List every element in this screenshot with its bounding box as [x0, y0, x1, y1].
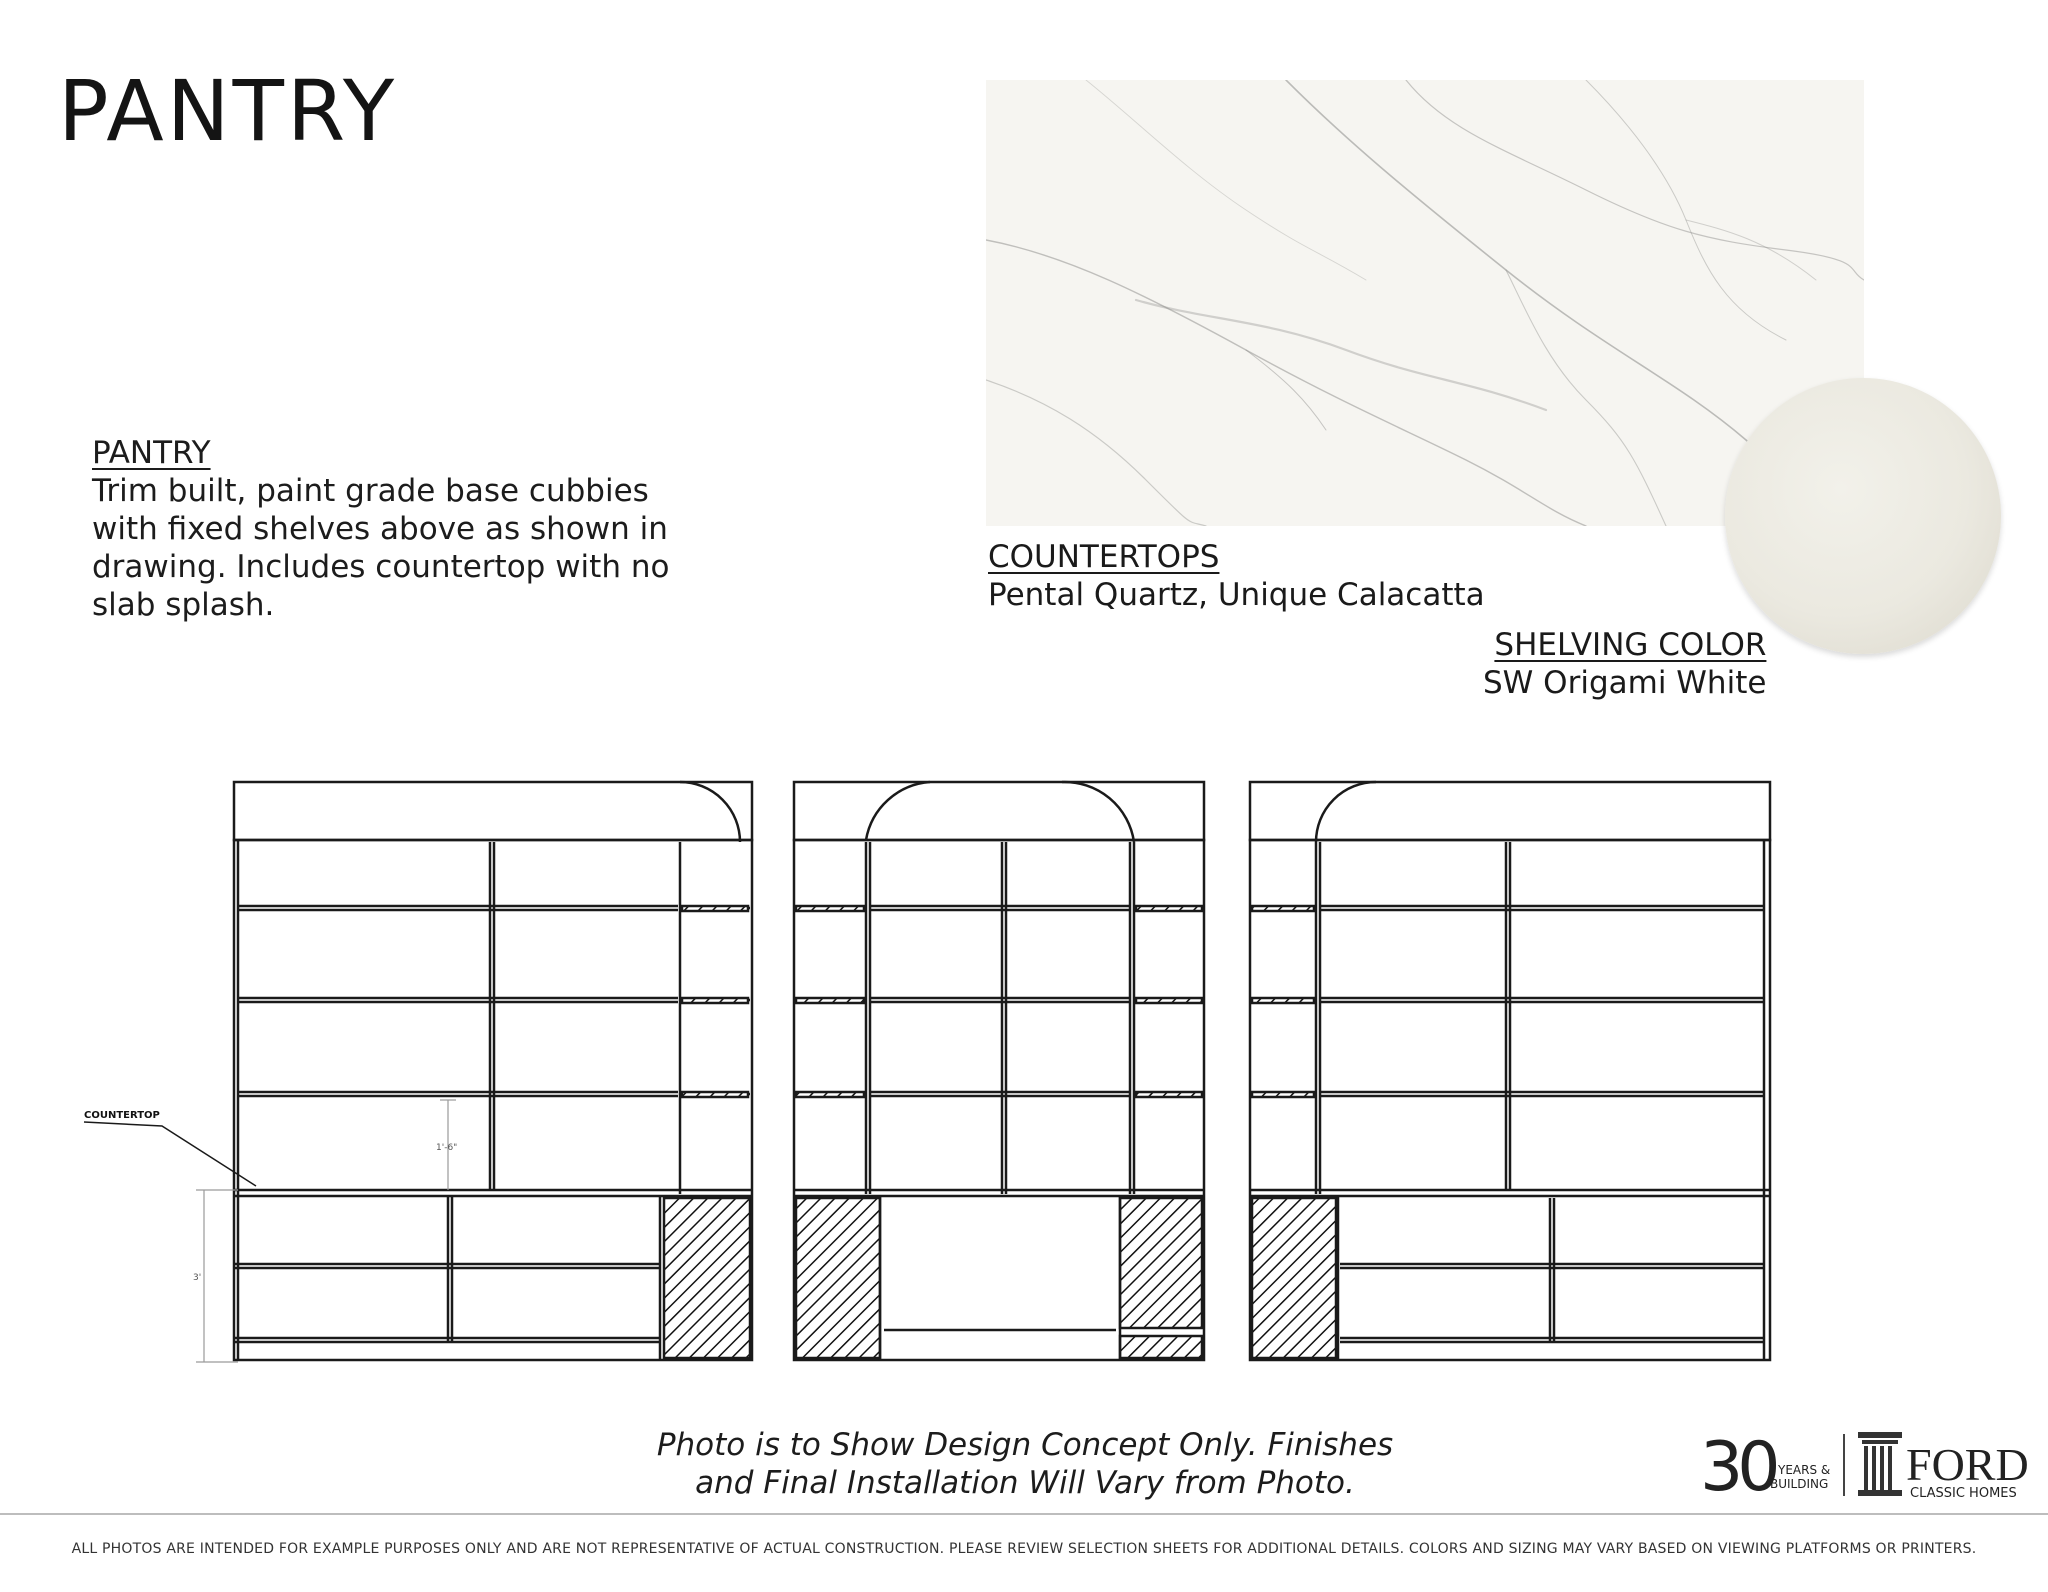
upper-dimension-label: 1'-6" — [436, 1143, 458, 1153]
years-text-2: BUILDING — [1770, 1477, 1829, 1491]
years-number: 30 — [1700, 1428, 1775, 1504]
disclaimer-line: and Final Installation Will Vary from Photo. — [695, 1465, 1355, 1501]
center-elevation — [794, 782, 1204, 1360]
column-icon — [1858, 1432, 1902, 1496]
brand-name: FORD — [1906, 1439, 2029, 1490]
right-elevation — [1250, 782, 1770, 1360]
countertops-value: Pental Quartz, Unique Calacatta — [988, 577, 1485, 613]
lower-dimension-label: 3' — [193, 1273, 202, 1283]
pantry-line: with fixed shelves above as shown in — [92, 511, 668, 547]
left-elevation — [234, 782, 752, 1360]
shelving-value: SW Origami White — [1483, 665, 1767, 701]
countertop-callout: COUNTERTOP — [84, 1110, 160, 1121]
pantry-line: drawing. Includes countertop with no — [92, 549, 670, 585]
company-logo — [1700, 1424, 2045, 1504]
paint-color-swatch — [1725, 378, 2001, 654]
pantry-line: Trim built, paint grade base cubbies — [92, 473, 649, 509]
countertops-spec — [988, 538, 1485, 614]
shelving-spec — [1483, 626, 1766, 702]
shelving-heading: SHELVING COLOR — [1494, 627, 1767, 663]
countertop-marble-photo — [986, 80, 1864, 526]
disclaimer-line: Photo is to Show Design Concept Only. Finishes — [656, 1427, 1394, 1463]
years-text-1: YEARS & — [1778, 1463, 1831, 1477]
footer-divider — [0, 1513, 2048, 1515]
page-title: PANTRY — [58, 62, 398, 160]
pantry-line: slab splash. — [92, 587, 275, 623]
pantry-heading: PANTRY — [92, 435, 211, 471]
countertop-leader-line — [84, 1122, 256, 1186]
pantry-elevation-drawing — [60, 770, 1800, 1370]
footer-note: ALL PHOTOS ARE INTENDED FOR EXAMPLE PURPOSES ONLY AND ARE NOT REPRESENTATIVE OF ACTUAL CONSTRUCTION. PLEASE REVIEW SELECTION SHEETS FOR ADDITIONAL DETAILS. COLORS AND SIZING MAY VARY BASED ON VIEWING PLATFORMS OR PRINTERS. — [71, 1541, 1977, 1557]
countertops-heading: COUNTERTOPS — [988, 539, 1220, 575]
pantry-description — [92, 434, 712, 624]
design-concept-disclaimer — [560, 1426, 1490, 1502]
brand-subtitle: CLASSIC HOMES — [1910, 1486, 2017, 1501]
